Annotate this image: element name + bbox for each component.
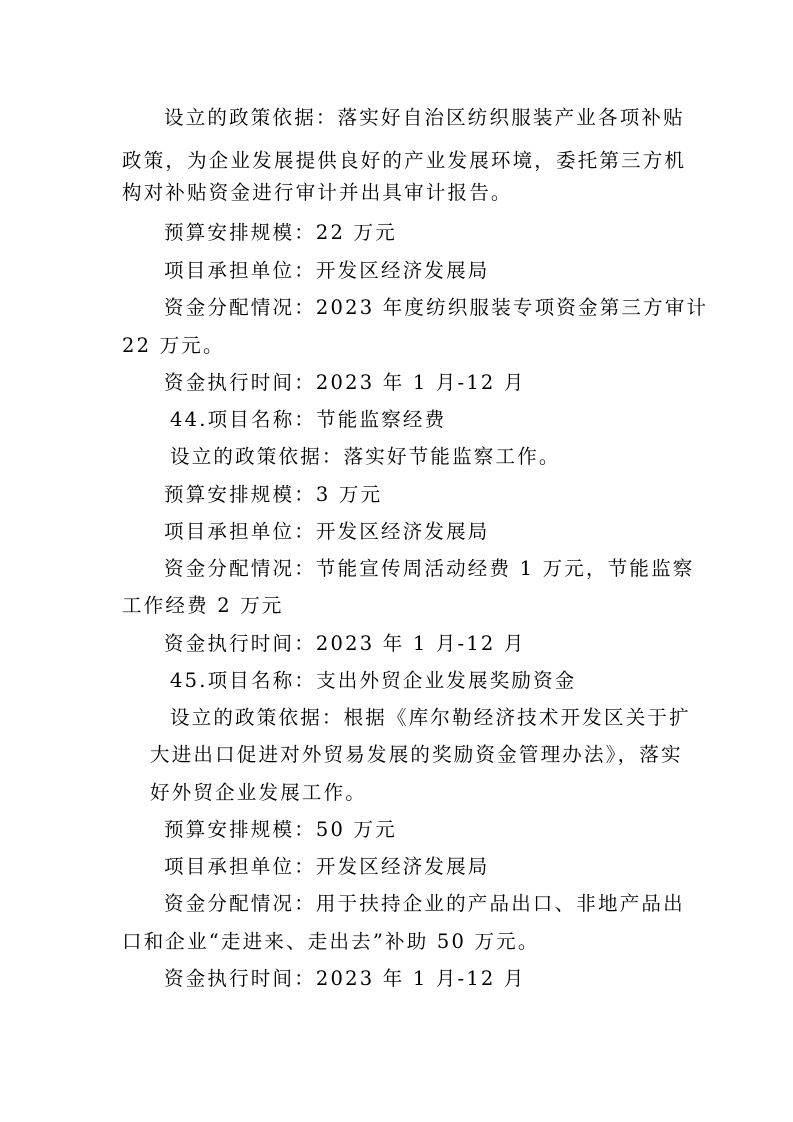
paragraph-line: 工作经费 2 万元 <box>122 594 284 617</box>
budget-scale-line: 预算安排规模：3 万元 <box>164 483 383 506</box>
item-heading: 44.项目名称：节能监察经费 <box>170 408 447 431</box>
paragraph-line: 资金分配情况：节能宣传周活动经费 1 万元，节能监察 <box>164 557 695 580</box>
paragraph-line: 设立的政策依据：落实好节能监察工作。 <box>170 445 561 468</box>
budget-scale-line: 预算安排规模：50 万元 <box>164 818 397 841</box>
paragraph-line: 口和企业“走进来、走出去”补助 50 万元。 <box>122 930 540 953</box>
paragraph-line: 政策，为企业发展提供良好的产业发展环境，委托第三方机 <box>122 149 687 172</box>
paragraph-line: 设立的政策依据：根据《库尔勒经济技术开发区关于扩 <box>170 706 691 729</box>
paragraph-line: 大进出口促进对外贸易发展的奖励资金管理办法》，落实 <box>150 743 683 766</box>
paragraph-line: 好外贸企业发展工作。 <box>150 781 368 804</box>
execution-time-line: 资金执行时间：2023 年 1 月-12 月 <box>164 967 526 990</box>
paragraph-line: 构对补贴资金进行审计并出具审计报告。 <box>122 181 513 204</box>
execution-time-line: 资金执行时间：2023 年 1 月-12 月 <box>164 632 526 655</box>
budget-scale-line: 预算安排规模：22 万元 <box>164 221 397 244</box>
paragraph-line: 22 万元。 <box>122 334 225 357</box>
responsible-unit-line: 项目承担单位：开发区经济发展局 <box>164 259 490 282</box>
paragraph-line: 资金分配情况：2023 年度纺织服装专项资金第三方审计 <box>164 296 709 319</box>
execution-time-line: 资金执行时间：2023 年 1 月-12 月 <box>164 371 526 394</box>
paragraph-line: 设立的政策依据：落实好自治区纺织服装产业各项补贴 <box>164 106 685 129</box>
responsible-unit-line: 项目承担单位：开发区经济发展局 <box>164 520 490 543</box>
responsible-unit-line: 项目承担单位：开发区经济发展局 <box>164 855 490 878</box>
paragraph-line: 资金分配情况：用于扶持企业的产品出口、非地产品出 <box>164 892 685 915</box>
item-heading: 45.项目名称：支出外贸企业发展奖励资金 <box>170 669 577 692</box>
